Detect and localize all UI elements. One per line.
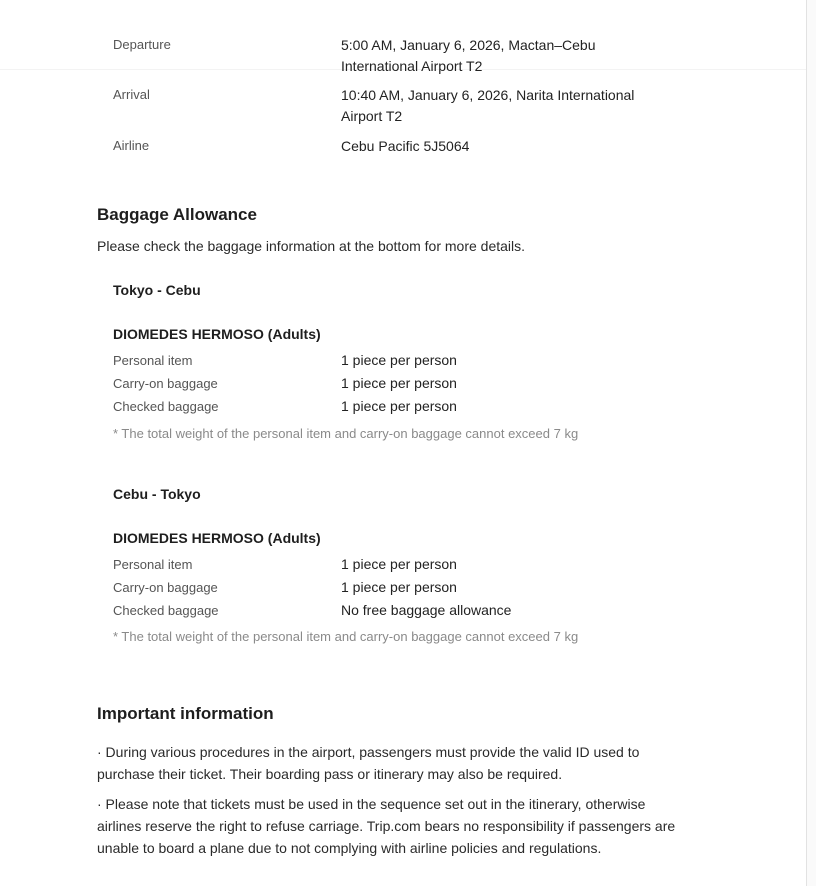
important-info-item: · Please note that tickets must be used in the sequence set out in the itinerary, otherwise airlines reserve the right to refuse carriage. Trip.com bears no responsibility if passengers are unable to board a plane due to not complying with airline policies and regulations. bbox=[97, 796, 676, 856]
departure-label: Departure bbox=[113, 37, 171, 52]
weight-note: * The total weight of the personal item and carry-on baggage cannot exceed 7 kg bbox=[113, 629, 579, 644]
carry-on-value: 1 piece per person bbox=[341, 375, 457, 391]
personal-item-value: 1 piece per person bbox=[341, 352, 457, 368]
segment-route: Cebu - Tokyo bbox=[113, 486, 201, 502]
checked-baggage-label: Checked baggage bbox=[113, 603, 219, 618]
arrival-value: 10:40 AM, January 6, 2026, Narita International Airport T2 bbox=[341, 87, 635, 124]
weight-note: * The total weight of the personal item and carry-on baggage cannot exceed 7 kg bbox=[113, 426, 579, 441]
arrival-label: Arrival bbox=[113, 87, 150, 102]
segment-route: Tokyo - Cebu bbox=[113, 282, 201, 298]
baggage-allowance-subtitle: Please check the baggage information at the bottom for more details. bbox=[97, 238, 526, 254]
personal-item-value: 1 piece per person bbox=[341, 556, 457, 572]
personal-item-label: Personal item bbox=[113, 353, 193, 368]
carry-on-label: Carry-on baggage bbox=[113, 376, 218, 391]
carry-on-label: Carry-on baggage bbox=[113, 580, 218, 595]
passenger-name: DIOMEDES HERMOSO (Adults) bbox=[113, 326, 321, 342]
checked-baggage-value: 1 piece per person bbox=[341, 398, 457, 414]
important-info-item: · During various procedures in the airport, passengers must provide the valid ID used to purchase their ticket. Their boarding pass or itinerary may also be required. bbox=[97, 744, 640, 782]
airline-value: Cebu Pacific 5J5064 bbox=[341, 138, 470, 154]
airline-label: Airline bbox=[113, 138, 150, 153]
personal-item-label: Personal item bbox=[113, 557, 193, 572]
checked-baggage-label: Checked baggage bbox=[113, 399, 219, 414]
passenger-name: DIOMEDES HERMOSO (Adults) bbox=[113, 530, 321, 546]
important-info-title: Important information bbox=[97, 704, 274, 723]
scrollbar-track[interactable] bbox=[806, 0, 816, 886]
carry-on-value: 1 piece per person bbox=[341, 579, 457, 595]
departure-value: 5:00 AM, January 6, 2026, Mactan–Cebu International Airport T2 bbox=[341, 37, 596, 74]
checked-baggage-value: No free baggage allowance bbox=[341, 602, 512, 618]
baggage-allowance-title: Baggage Allowance bbox=[97, 205, 257, 224]
